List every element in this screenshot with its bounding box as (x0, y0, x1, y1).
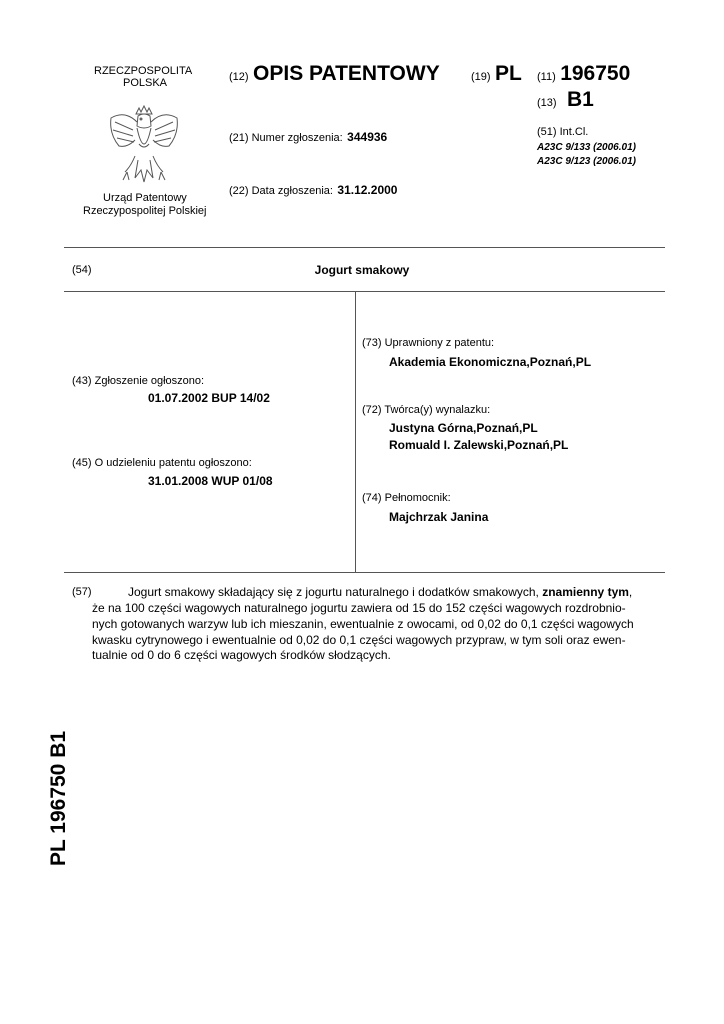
kind-code (537, 88, 594, 112)
abstract-code: (57) (72, 586, 92, 598)
patent-number-code: (11) (537, 71, 556, 83)
country-code-label: (19) (471, 71, 491, 83)
patent-title: Jogurt smakowy (314, 263, 410, 277)
abstract-line-3: nych gotowanych warzyw lub ich mieszanin, ewentualnie z owocami, od 0,02 do 0,1 części wagowych (92, 617, 634, 631)
country-code-value: PL (495, 62, 522, 85)
divider-top (64, 247, 665, 248)
doc-type-title: OPIS PATENTOWY (253, 62, 440, 85)
published-label: (43) Zgłoszenie ogłoszono: (72, 375, 205, 387)
published-value: 01.07.2002 BUP 14/02 (148, 391, 270, 405)
abstract-emphasis-suffix: , (628, 585, 633, 599)
attorney-value: Majchrzak Janina (389, 510, 489, 524)
kind-code-label: (13) (537, 97, 557, 109)
attorney-label: (74) Pełnomocnik: (362, 492, 451, 504)
polish-eagle-emblem-icon (105, 100, 183, 188)
column-divider (355, 291, 356, 572)
abstract-line-2: że na 100 części wagowych naturalnego jogurtu zawiera od 15 do 152 części wagowych rozdrobnio- (92, 601, 626, 615)
application-number-label: (21) Numer zgłoszenia: (229, 132, 343, 144)
divider-bottom (64, 572, 665, 573)
country-name-line1: RZECZPOSPOLITA (94, 65, 193, 77)
divider-title (64, 291, 665, 292)
application-date-value: 31.12.2000 (337, 183, 398, 197)
application-number-value: 344936 (347, 130, 388, 144)
intcl-code-2: A23C 9/123 (2006.01) (537, 156, 636, 167)
application-number (229, 128, 387, 146)
abstract-emphasis: znamienny tym (542, 585, 629, 599)
abstract-line-1 (128, 585, 632, 599)
owner-label: (73) Uprawniony z patentu: (362, 337, 495, 349)
granted-label: (45) O udzieleniu patentu ogłoszono: (72, 457, 252, 469)
application-date (229, 181, 397, 199)
patent-number-value: 196750 (560, 62, 631, 85)
granted-value: 31.01.2008 WUP 01/08 (148, 474, 273, 488)
doc-type (229, 62, 440, 86)
inventor-1: Justyna Górna,Poznań,PL (389, 421, 538, 435)
abstract-line-4: kwasku cytrynowego i ewentualnie od 0,02 do 0,1 części wagowych przypraw, w tym soli oraz ewen- (92, 633, 626, 647)
kind-code-value: B1 (567, 88, 594, 111)
intcl-code-1: A23C 9/133 (2006.01) (537, 142, 636, 153)
intcl-label: (51) Int.Cl. (537, 126, 589, 138)
side-patent-label: PL 196750 B1 (47, 730, 70, 866)
owner-value: Akademia Ekonomiczna,Poznań,PL (389, 355, 592, 369)
patent-number (537, 62, 630, 86)
country-code (471, 62, 522, 86)
office-name-line2: Rzeczypospolitej Polskiej (83, 205, 207, 217)
abstract-line-1-text: Jogurt smakowy składający się z jogurtu naturalnego i dodatków smakowych, (128, 585, 539, 599)
inventors-label: (72) Twórca(y) wynalazku: (362, 404, 491, 416)
doc-type-code: (12) (229, 71, 249, 83)
country-name-line2: POLSKA (123, 77, 168, 89)
title-code: (54) (72, 264, 92, 276)
inventor-2: Romuald I. Zalewski,Poznań,PL (389, 438, 569, 452)
office-name-line1: Urząd Patentowy (103, 192, 187, 204)
abstract-line-5: tualnie od 0 do 6 części wagowych środków słodzących. (92, 648, 391, 662)
application-date-label: (22) Data zgłoszenia: (229, 185, 333, 197)
